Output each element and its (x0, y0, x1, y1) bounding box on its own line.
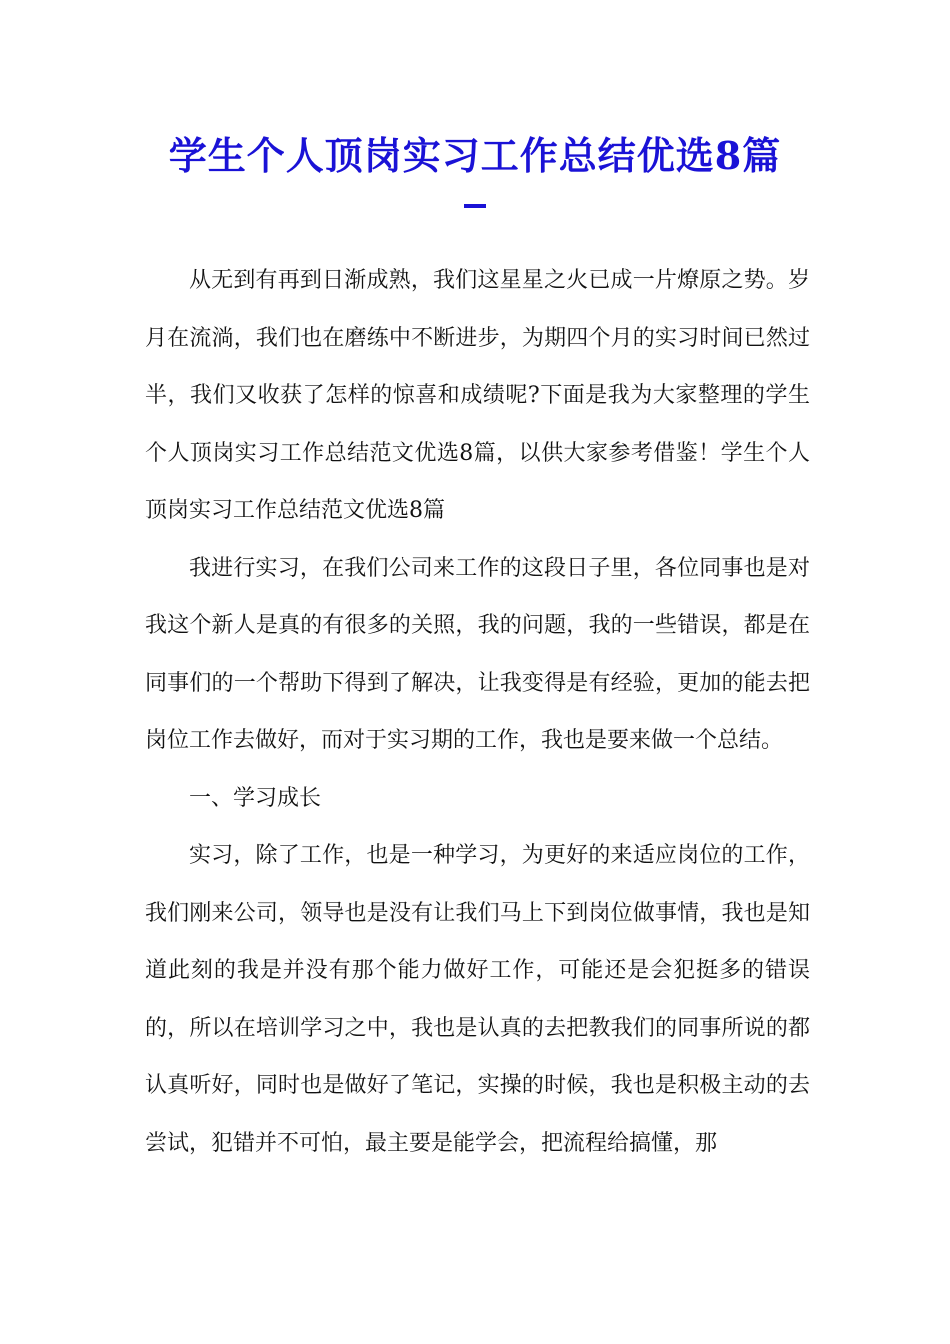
paragraph-internship: 我进行实习，在我们公司来工作的这段日子里，各位同事也是对我这个新人是真的有很多的关照，我的问题，我的一些错误，都是在同事们的一个帮助下得到了解决，让我变得是有经验，更加的能去把岗位工作去做好，而对于实习期的工作，我也是要来做一个总结。 (145, 555, 810, 753)
title-dash (464, 204, 486, 208)
paragraph-intro: 从无到有再到日渐成熟，我们这星星之火已成一片燎原之势。岁月在流淌，我们也在磨练中不断进步，为期四个月的实习时间已然过半，我们又收获了怎样的惊喜和成绩呢?下面是我为大家整理的学生个人顶岗实习工作总结范文优选8篇，以供大家参考借鉴！学生个人顶岗实习工作总结范文优选8篇 (145, 268, 810, 523)
document-title: 学生个人顶岗实习工作总结优选8篇 (168, 133, 782, 178)
paragraph-learning: 实习，除了工作，也是一种学习，为更好的来适应岗位的工作，我们刚来公司，领导也是没有让我们马上下到岗位做事情，我也是知道此刻的我是并没有那个能力做好工作，可能还是会犯挺多的错误的，所以在培训学习之中，我也是认真的去把教我们的同事所说的都认真听好，同时也是做好了笔记，实操的时候，我也是积极主动的去尝试，犯错并不可怕，最主要是能学会，把流程给搞懂，那 (145, 843, 810, 1156)
document-body (145, 252, 810, 1172)
section-heading-learning: 一、学习成长 (189, 785, 322, 811)
